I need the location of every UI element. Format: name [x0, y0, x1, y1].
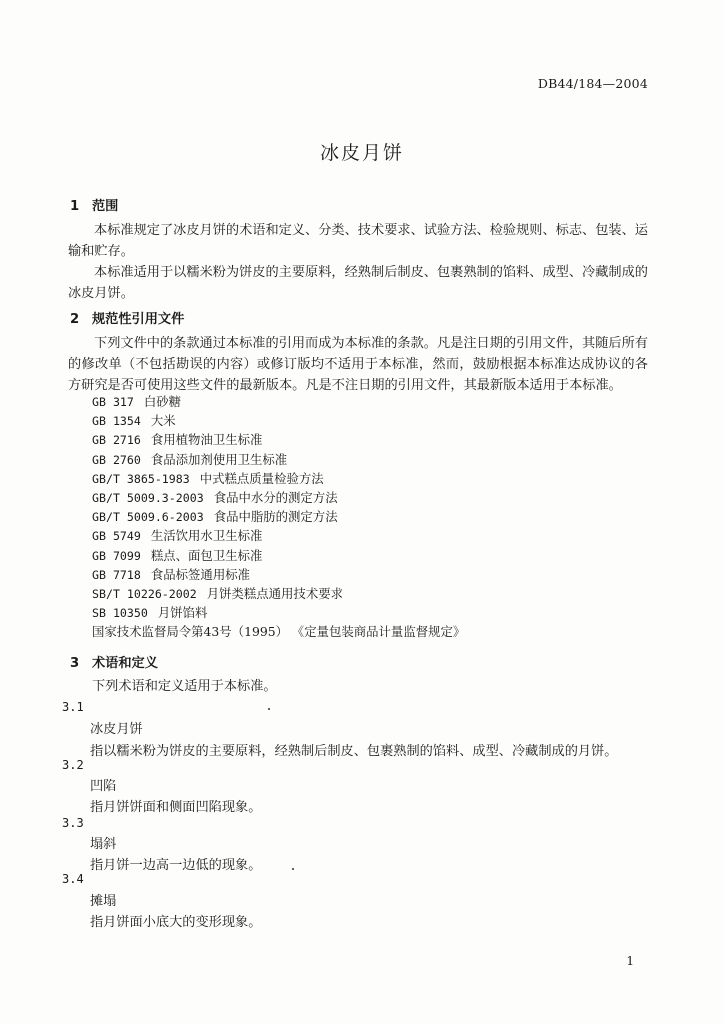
section-number: 1	[70, 199, 80, 214]
list-item	[92, 411, 465, 430]
reference-list	[92, 392, 465, 641]
term-label: 冰皮月饼	[90, 722, 143, 737]
clause-number: 3.1	[62, 700, 84, 714]
reference-code: GB 317	[92, 395, 134, 409]
list-item	[92, 526, 465, 545]
reference-name: 生活饮用水卫生标准	[150, 528, 263, 544]
list-item	[92, 430, 465, 449]
term-definition: 指月饼一边高一边低的现象。	[90, 858, 262, 873]
reference-name: 糕点、面包卫生标准	[150, 547, 263, 563]
term-definition: 指月饼面小底大的变形现象。	[90, 915, 262, 930]
list-item	[92, 622, 465, 641]
reference-code: GB/T 5009.6-2003	[92, 510, 204, 525]
section-1-paragraph-1: 本标准规定了冰皮月饼的术语和定义、分类、技术要求、试验方法、检验规则、标志、包装、运输和贮存。	[68, 223, 648, 259]
term-label: 摊塌	[90, 894, 117, 909]
section-1-heading	[70, 195, 118, 214]
list-item	[92, 584, 465, 603]
term-definition: 指月饼饼面和侧面凹陷现象。	[90, 800, 262, 815]
section-1-paragraph-2: 本标准适用于以糯米粉为饼皮的主要原料，经熟制后制皮、包裹熟制的馅料、成型、冷藏制成的冰皮月饼。	[68, 265, 648, 301]
reference-code: GB 1354	[92, 414, 141, 429]
reference-name: 月饼馅料	[157, 605, 208, 621]
reference-name: 中式糕点质量检验方法	[199, 470, 324, 486]
term-label: 塌斜	[90, 837, 117, 852]
reference-name: 食品标签通用标准	[150, 566, 250, 582]
document-title: 冰皮月饼	[319, 142, 404, 164]
list-item	[92, 392, 465, 411]
reference-code: SB 10350	[92, 606, 148, 621]
reference-name: 大米	[150, 413, 176, 429]
list-item	[92, 507, 465, 526]
section-3-heading	[70, 652, 158, 671]
reference-name: 食品添加剂使用卫生标准	[150, 451, 288, 467]
section-number: 2	[70, 312, 80, 327]
reference-code: GB/T 5009.3-2003	[92, 490, 204, 505]
reference-code: GB 7099	[92, 548, 141, 563]
reference-name: 《定量包装商品计量监督规定》	[298, 624, 466, 640]
clause-number: 3.2	[62, 758, 84, 772]
section-2-paragraph: 下列文件中的条款通过本标准的引用而成为本标准的条款。凡是注日期的引用文件，其随后所有的修改单（不包括勘误的内容）或修订版均不适用于本标准，然而，鼓励根据本标准达成协议的各方研究是否可使用这些文件的最新版本。凡是不注日期的引用文件，其最新版本适用于本标准。	[68, 336, 648, 393]
section-number: 3	[70, 656, 80, 671]
section-title: 规范性引用文件	[92, 312, 185, 327]
reference-name: 食用植物油卫生标准	[150, 432, 263, 448]
standard-code: DB44/184—2004	[537, 76, 648, 91]
list-item	[92, 603, 465, 622]
scan-speck	[268, 708, 270, 710]
reference-name: 月饼类糕点通用技术要求	[206, 585, 343, 601]
reference-name: 食品中水分的测定方法	[213, 489, 338, 505]
scan-speck	[292, 868, 294, 870]
section-2-heading	[70, 308, 184, 327]
reference-code: 国家技术监督局令第43号（1995）	[92, 624, 288, 640]
section-title: 范围	[92, 199, 119, 214]
reference-name: 白砂糖	[143, 394, 182, 409]
reference-code: GB 5749	[92, 529, 141, 544]
section-title: 术语和定义	[92, 656, 158, 671]
list-item	[92, 469, 465, 488]
reference-code: GB 2716	[92, 433, 141, 448]
section-3-intro: 下列术语和定义适用于本标准。	[92, 679, 277, 694]
clause-number: 3.3	[62, 816, 84, 830]
list-item	[92, 546, 465, 565]
term-label: 凹陷	[90, 779, 117, 794]
clause-number: 3.4	[62, 872, 84, 886]
term-definition: 指以糯米粉为饼皮的主要原料，经熟制后制皮、包裹熟制的馅料、成型、冷藏制成的月饼。	[90, 744, 618, 759]
page-number: 1	[626, 954, 634, 968]
list-item	[92, 565, 465, 584]
list-item	[92, 450, 465, 469]
reference-code: GB/T 3865-1983	[92, 471, 190, 486]
list-item	[92, 488, 465, 507]
reference-name: 食品中脂肪的测定方法	[213, 509, 338, 525]
reference-code: SB/T 10226-2002	[92, 586, 197, 601]
reference-code: GB 7718	[92, 567, 141, 582]
reference-code: GB 2760	[92, 452, 141, 467]
